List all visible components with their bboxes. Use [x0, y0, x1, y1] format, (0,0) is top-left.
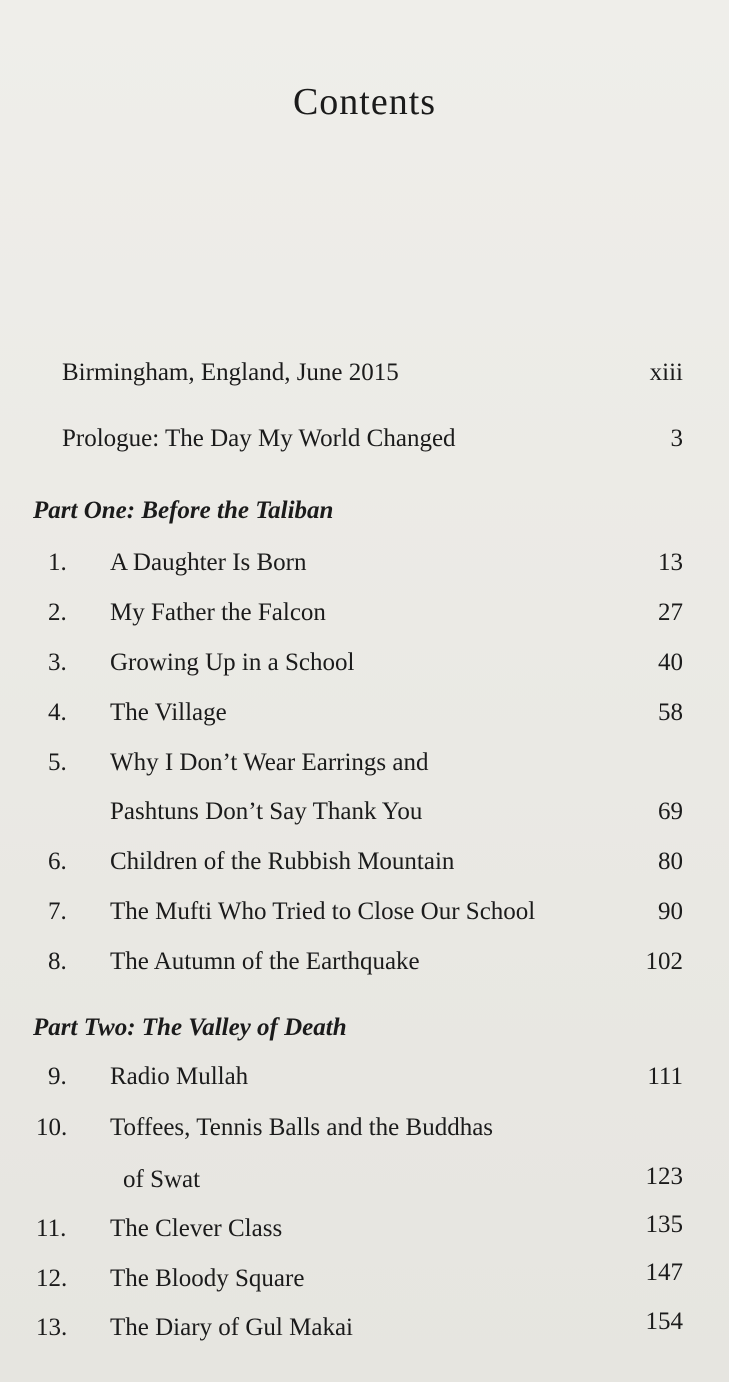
chapter-page: 90	[658, 898, 683, 925]
chapter-number: 2.	[48, 599, 67, 626]
chapter-page: 111	[647, 1063, 683, 1090]
chapter-number: 9.	[48, 1063, 67, 1090]
chapter-page: 80	[658, 848, 683, 875]
chapter-title: My Father the Falcon	[110, 599, 326, 626]
page-title: Contents	[292, 81, 437, 123]
chapter-title: The Village	[110, 699, 227, 726]
chapter-number: 6.	[48, 848, 67, 875]
chapter-number: 5.	[48, 749, 67, 776]
chapter-page: 27	[658, 599, 683, 626]
chapter-page: 102	[645, 948, 683, 975]
chapter-title: The Autumn of the Earthquake	[110, 948, 420, 975]
chapter-page: 123	[645, 1163, 683, 1190]
chapter-title-continued: Pashtuns Don’t Say Thank You	[110, 798, 423, 825]
toc-entry-page: 3	[670, 425, 683, 452]
toc-entry-title: Prologue: The Day My World Changed	[62, 425, 456, 452]
chapter-title: Radio Mullah	[110, 1063, 249, 1090]
chapter-number: 8.	[48, 948, 67, 975]
chapter-number: 7.	[48, 898, 67, 925]
chapter-title: Growing Up in a School	[110, 649, 355, 676]
chapter-title: The Diary of Gul Makai	[110, 1314, 353, 1341]
chapter-number: 13.	[36, 1314, 68, 1341]
chapter-page: 69	[658, 798, 683, 825]
toc-entry-page: xiii	[649, 359, 683, 386]
chapter-title: The Clever Class	[110, 1215, 283, 1242]
chapter-title: Toffees, Tennis Balls and the Buddhas	[110, 1114, 494, 1141]
chapter-number: 3.	[48, 649, 67, 676]
chapter-page: 40	[658, 649, 683, 676]
toc-entry-title: Birmingham, England, June 2015	[62, 359, 399, 386]
chapter-title: Children of the Rubbish Mountain	[110, 848, 455, 875]
chapter-page: 135	[645, 1211, 683, 1238]
chapter-title-continued: of Swat	[123, 1166, 201, 1193]
chapter-number: 11.	[36, 1215, 67, 1242]
chapter-number: 12.	[36, 1265, 68, 1292]
part-heading: Part Two: The Valley of Death	[33, 1014, 347, 1041]
chapter-page: 13	[658, 549, 683, 576]
chapter-page: 147	[645, 1259, 683, 1286]
chapter-title: A Daughter Is Born	[110, 549, 307, 576]
chapter-title: The Mufti Who Tried to Close Our School	[110, 898, 536, 925]
chapter-page: 154	[645, 1308, 683, 1335]
part-heading: Part One: Before the Taliban	[33, 497, 334, 524]
chapter-number: 1.	[48, 549, 67, 576]
chapter-number: 4.	[48, 699, 67, 726]
chapter-title: The Bloody Square	[110, 1265, 305, 1292]
chapter-page: 58	[658, 699, 683, 726]
chapter-title: Why I Don’t Wear Earrings and	[110, 749, 429, 776]
chapter-number: 10.	[36, 1114, 68, 1141]
